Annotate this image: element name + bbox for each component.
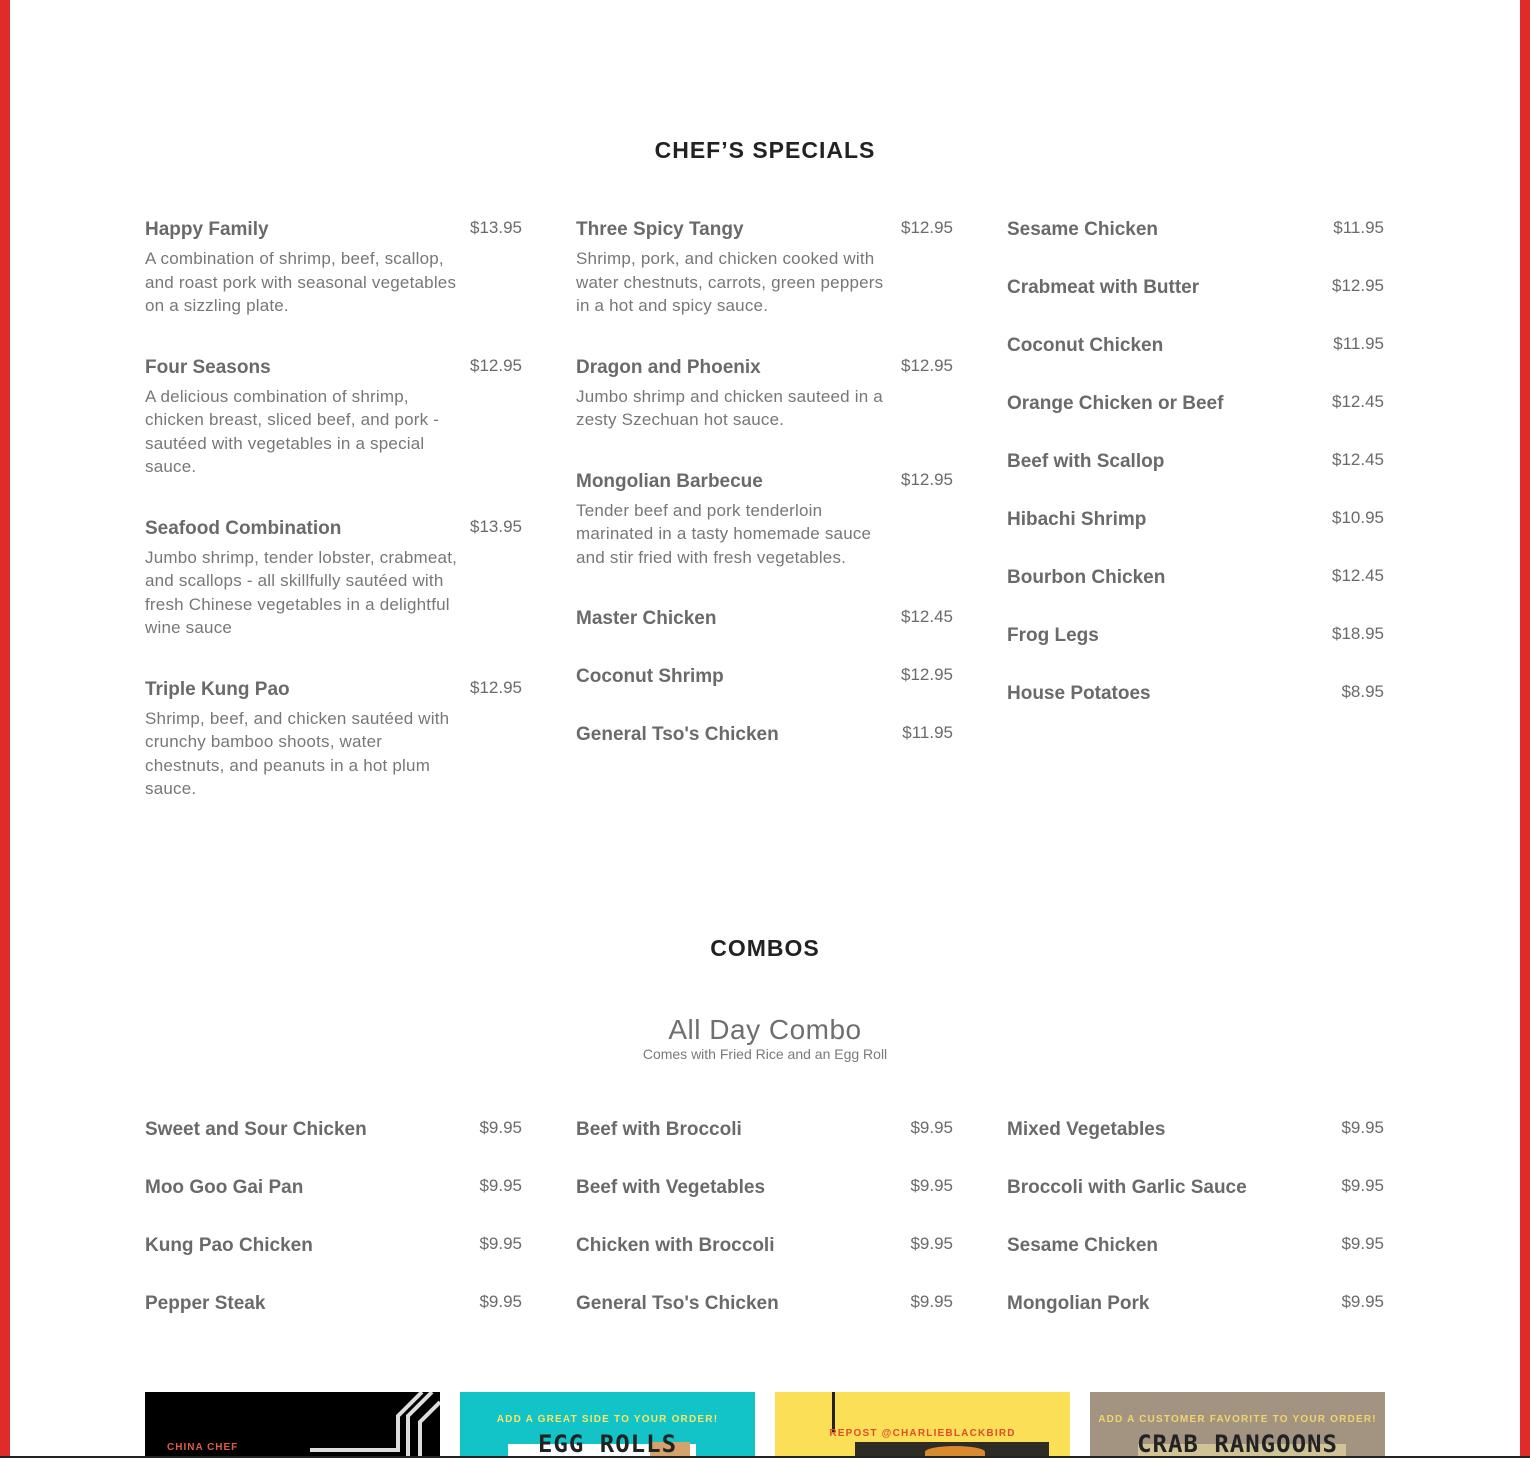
- left-red-border: [0, 0, 10, 1458]
- item-price: $11.95: [1333, 218, 1384, 237]
- menu-item: [1007, 1176, 1384, 1236]
- menu-item: [576, 607, 953, 667]
- item-name: Mixed Vegetables: [1007, 1119, 1166, 1140]
- item-price: $9.95: [1341, 1234, 1384, 1253]
- menu-item: [1007, 508, 1384, 568]
- item-name: Happy Family: [145, 219, 269, 240]
- china-chef-promo-image[interactable]: [145, 1392, 440, 1458]
- item-name: Coconut Shrimp: [576, 666, 724, 687]
- item-price: $9.95: [479, 1118, 522, 1137]
- menu-item: [576, 1118, 953, 1178]
- item-price: $9.95: [910, 1234, 953, 1253]
- chefs-specials-column-2: [576, 220, 953, 841]
- item-price: $9.95: [1341, 1118, 1384, 1137]
- menu-item: [1007, 624, 1384, 684]
- item-description: A delicious combination of shrimp, chicken breast, sliced beef, and pork - sautéed with vegetables in a special sauce.: [145, 386, 440, 476]
- item-name: Chicken with Broccoli: [576, 1235, 775, 1256]
- promo-gallery: [145, 1392, 1385, 1458]
- item-price: $9.95: [910, 1118, 953, 1137]
- menu-item: [145, 356, 522, 479]
- divider-line: [832, 1392, 835, 1432]
- item-description: Shrimp, pork, and chicken cooked with water chestnuts, carrots, green peppers in a hot and spicy sauce.: [576, 249, 884, 315]
- menu-item: [145, 1234, 522, 1294]
- item-price: $12.95: [470, 677, 522, 697]
- item-name: Three Spicy Tangy: [576, 219, 744, 240]
- item-price: $8.95: [1341, 682, 1384, 701]
- menu-item: [145, 678, 522, 801]
- menu-item: [1007, 1118, 1384, 1178]
- chefs-specials-title: CHEF’S SPECIALS: [654, 137, 876, 163]
- item-price: $11.95: [1333, 334, 1384, 353]
- item-name: Sesame Chicken: [1007, 219, 1159, 240]
- china-chef-label: CHINA CHEF: [167, 1442, 239, 1453]
- menu-item: [1007, 276, 1384, 336]
- menu-item: [145, 517, 522, 640]
- item-name: Dragon and Phoenix: [576, 356, 761, 378]
- item-name: Broccoli with Garlic Sauce: [1007, 1177, 1247, 1198]
- menu-item: [576, 723, 953, 783]
- egg-rolls-tagline: ADD A GREAT SIDE TO YOUR ORDER!: [496, 1414, 719, 1425]
- item-price: $9.95: [479, 1176, 522, 1195]
- menu-item: [576, 1292, 953, 1352]
- item-name: Beef with Broccoli: [576, 1119, 742, 1140]
- item-name: Beef with Scallop: [1007, 451, 1165, 472]
- item-name: Master Chicken: [576, 608, 717, 629]
- item-price: $9.95: [910, 1292, 953, 1311]
- menu-item: [145, 1176, 522, 1236]
- item-name: Seafood Combination: [145, 517, 342, 539]
- item-name: General Tso's Chicken: [576, 1293, 779, 1314]
- item-price: $12.95: [901, 218, 953, 237]
- item-description: A combination of shrimp, beef, scallop, and roast pork with seasonal vegetables on a sizzling plate.: [145, 249, 457, 315]
- right-red-border: [1520, 0, 1530, 1458]
- chefs-specials-column-3: [1007, 220, 1384, 841]
- item-price: $9.95: [479, 1234, 522, 1253]
- repost-promo-image[interactable]: [775, 1392, 1070, 1458]
- menu-item: [1007, 1292, 1384, 1352]
- crab-rangoons-promo-image[interactable]: [1090, 1392, 1385, 1458]
- item-price: $12.45: [901, 607, 953, 626]
- item-name: Sesame Chicken: [1007, 1235, 1159, 1256]
- crab-rangoons-tagline: ADD A CUSTOMER FAVORITE TO YOUR ORDER!: [1098, 1414, 1377, 1425]
- item-name: House Potatoes: [1007, 683, 1151, 704]
- egg-rolls-promo-image[interactable]: [460, 1392, 755, 1458]
- item-price: $9.95: [1341, 1176, 1384, 1195]
- item-name: Triple Kung Pao: [145, 678, 290, 700]
- menu-item: [576, 1234, 953, 1294]
- item-price: $13.95: [470, 218, 522, 237]
- item-description: Tender beef and pork tenderloin marinated in a tasty homemade sauce and stir fried with fresh vegetables.: [576, 500, 872, 567]
- egg-rolls-title: EGG ROLLS: [537, 1430, 678, 1458]
- chefs-specials-grid: [145, 220, 1385, 841]
- item-price: $13.95: [470, 516, 522, 536]
- item-name: General Tso's Chicken: [576, 724, 779, 745]
- item-name: Kung Pao Chicken: [145, 1235, 313, 1256]
- combos-column-3: [1007, 1120, 1384, 1352]
- item-price: $11.95: [902, 723, 953, 742]
- combos-title: COMBOS: [710, 935, 820, 961]
- crab-rangoons-title: CRAB RANGOONS: [1137, 1430, 1338, 1458]
- menu-item: [1007, 566, 1384, 626]
- menu-item: [1007, 450, 1384, 510]
- item-price: $18.95: [1332, 624, 1384, 643]
- menu-item: [576, 356, 953, 432]
- item-name: Mongolian Pork: [1007, 1293, 1150, 1314]
- combos-column-2: [576, 1120, 953, 1352]
- combo-heading: [0, 1014, 1530, 1062]
- item-name: Bourbon Chicken: [1007, 567, 1166, 588]
- item-name: Crabmeat with Butter: [1007, 277, 1200, 298]
- item-name: Moo Goo Gai Pan: [145, 1177, 304, 1198]
- item-price: $12.95: [901, 469, 953, 489]
- menu-item: [576, 665, 953, 725]
- item-price: $12.95: [901, 665, 953, 684]
- item-name: Sweet and Sour Chicken: [145, 1119, 367, 1140]
- item-name: Mongolian Barbecue: [576, 470, 763, 492]
- building-line-art-icon: [310, 1392, 440, 1458]
- item-price: $12.95: [470, 355, 522, 375]
- menu-item: [1007, 218, 1384, 278]
- item-price: $12.95: [1332, 276, 1384, 295]
- menu-item: [576, 1176, 953, 1236]
- menu-item: [1007, 334, 1384, 394]
- item-name: Pepper Steak: [145, 1293, 266, 1314]
- item-price: $12.45: [1332, 566, 1384, 585]
- item-price: $12.45: [1332, 392, 1384, 411]
- combo-subtext: Comes with Fried Rice and an Egg Roll: [642, 1046, 888, 1062]
- repost-tagline: REPOST @CHARLIEBLACKBIRD: [829, 1428, 1016, 1439]
- item-name: Four Seasons: [145, 356, 271, 378]
- item-name: Orange Chicken or Beef: [1007, 393, 1224, 414]
- item-price: $12.45: [1332, 450, 1384, 469]
- combos-column-1: [145, 1120, 522, 1352]
- menu-item: [1007, 682, 1384, 742]
- item-price: $9.95: [910, 1176, 953, 1195]
- item-description: Jumbo shrimp and chicken sauteed in a zesty Szechuan hot sauce.: [576, 386, 883, 429]
- item-name: Hibachi Shrimp: [1007, 509, 1147, 530]
- item-name: Frog Legs: [1007, 625, 1099, 646]
- menu-item: [145, 218, 522, 318]
- item-price: $9.95: [479, 1292, 522, 1311]
- menu-item: [1007, 1234, 1384, 1294]
- item-price: $12.95: [901, 355, 953, 375]
- combos-grid: [145, 1120, 1385, 1352]
- item-description: Jumbo shrimp, tender lobster, crabmeat, and scallops - all skillfully sautéed with fresh Chinese vegetables in a delightful wine sauce: [145, 547, 458, 637]
- menu-item: [576, 218, 953, 318]
- item-name: Beef with Vegetables: [576, 1177, 766, 1198]
- menu-item: [145, 1292, 522, 1352]
- chefs-specials-column-1: [145, 220, 522, 841]
- menu-item: [145, 1118, 522, 1178]
- menu-item: [1007, 392, 1384, 452]
- item-price: $10.95: [1332, 508, 1384, 527]
- item-name: Coconut Chicken: [1007, 335, 1164, 356]
- item-description: Shrimp, beef, and chicken sautéed with crunchy bamboo shoots, water chestnuts, and peanuts in a hot plum sauce.: [145, 708, 450, 798]
- item-price: $9.95: [1341, 1292, 1384, 1311]
- combo-subheading: All Day Combo: [668, 1014, 862, 1045]
- menu-item: [576, 470, 953, 570]
